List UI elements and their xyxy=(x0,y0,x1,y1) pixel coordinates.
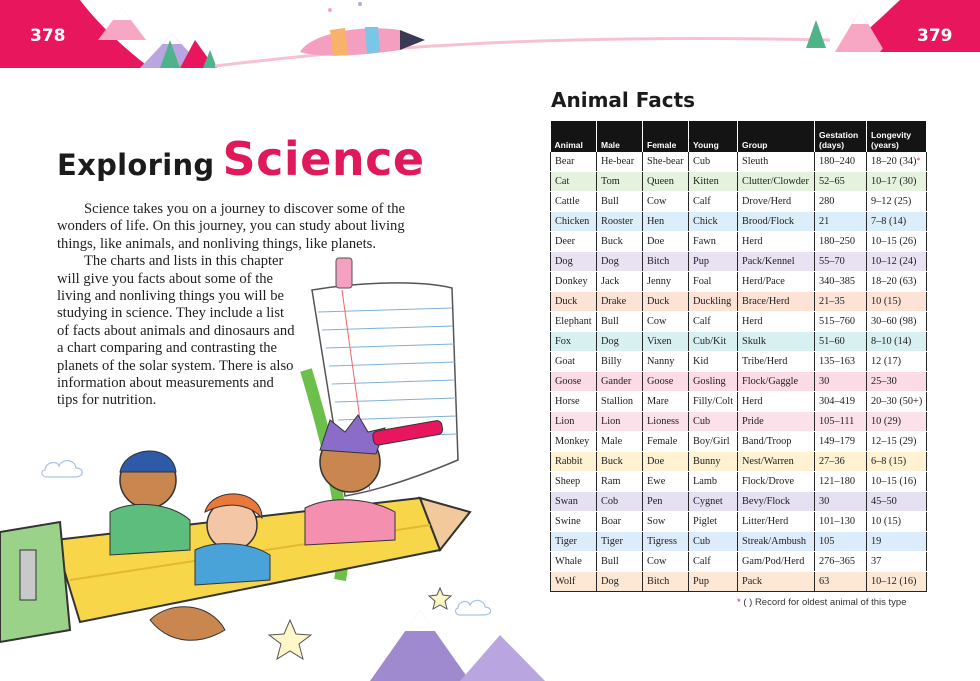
table-cell: Buck xyxy=(597,452,643,472)
table-cell: Jenny xyxy=(643,272,689,292)
table-cell: 6–8 (15) xyxy=(867,452,927,472)
table-row xyxy=(551,552,927,572)
header-animal: Animal xyxy=(551,121,597,152)
table-cell: Clutter/Clowder xyxy=(738,172,815,192)
table-cell: 280 xyxy=(815,192,867,212)
table-cell: 276–365 xyxy=(815,552,867,572)
table-cell: 9–12 (25) xyxy=(867,192,927,212)
page-number-left: 378 xyxy=(30,26,66,46)
table-cell: 27–36 xyxy=(815,452,867,472)
table-cell: Tiger xyxy=(551,532,597,552)
table-cell: Mare xyxy=(643,392,689,412)
table-cell: Tiger xyxy=(597,532,643,552)
table-cell: Cub/Kit xyxy=(689,332,738,352)
table-cell: Cow xyxy=(643,192,689,212)
table-cell: Brood/Flock xyxy=(738,212,815,232)
animal-facts-table xyxy=(550,121,927,592)
table-cell: Queen xyxy=(643,172,689,192)
table-cell: Piglet xyxy=(689,512,738,532)
table-cell: Goat xyxy=(551,352,597,372)
table-cell: Donkey xyxy=(551,272,597,292)
table-cell: 304–419 xyxy=(815,392,867,412)
table-cell: 12 (17) xyxy=(867,352,927,372)
table-cell: Chick xyxy=(689,212,738,232)
table-cell: Wolf xyxy=(551,572,597,592)
table-cell: Billy xyxy=(597,352,643,372)
table-cell: Horse xyxy=(551,392,597,412)
table-cell: 121–180 xyxy=(815,472,867,492)
table-cell: 45–50 xyxy=(867,492,927,512)
table-cell: Cow xyxy=(643,552,689,572)
table-row xyxy=(551,532,927,552)
table-cell: Monkey xyxy=(551,432,597,452)
table-cell: Rabbit xyxy=(551,452,597,472)
table-row xyxy=(551,212,927,232)
table-cell: 12–15 (29) xyxy=(867,432,927,452)
table-cell: Herd/Pace xyxy=(738,272,815,292)
table-cell: Bull xyxy=(597,312,643,332)
header-female: Female xyxy=(643,121,689,152)
intro-paragraph-2: The charts and lists in this chapter will give you facts about some of the living and nonliving things you will be studying in science. They include a list of facts about animals and dinosaurs and a chart comparing and contrasting the planets of the solar system. There is also information about measurements and tips for nutrition. xyxy=(57,253,295,409)
table-cell: Nest/Warren xyxy=(738,452,815,472)
table-cell: 21–35 xyxy=(815,292,867,312)
table-cell: 101–130 xyxy=(815,512,867,532)
table-cell: Pride xyxy=(738,412,815,432)
table-cell: Deer xyxy=(551,232,597,252)
animal-facts-title: Animal Facts xyxy=(551,88,696,112)
table-cell: Swine xyxy=(551,512,597,532)
table-cell: 8–10 (14) xyxy=(867,332,927,352)
table-cell: Jack xyxy=(597,272,643,292)
table-row xyxy=(551,572,927,592)
table-cell: Lion xyxy=(597,412,643,432)
table-cell: 10 (15) xyxy=(867,292,927,312)
table-row xyxy=(551,312,927,332)
table-cell: He-bear xyxy=(597,152,643,172)
table-header-row xyxy=(551,121,927,152)
chapter-title-part2: Science xyxy=(222,132,425,186)
table-row xyxy=(551,172,927,192)
table-cell: 149–179 xyxy=(815,432,867,452)
table-cell: Bitch xyxy=(643,252,689,272)
table-cell: 105 xyxy=(815,532,867,552)
table-cell: 180–250 xyxy=(815,232,867,252)
table-cell: Cat xyxy=(551,172,597,192)
header-longevity: Longevity (years) xyxy=(867,121,927,152)
table-row xyxy=(551,492,927,512)
table-cell: Nanny xyxy=(643,352,689,372)
table-cell: Chicken xyxy=(551,212,597,232)
table-cell: Pup xyxy=(689,572,738,592)
table-cell: 105–111 xyxy=(815,412,867,432)
table-cell: Male xyxy=(597,432,643,452)
table-cell: 10–17 (30) xyxy=(867,172,927,192)
table-cell: Lion xyxy=(551,412,597,432)
table-cell: Fox xyxy=(551,332,597,352)
table-row xyxy=(551,152,927,172)
table-cell: Buck xyxy=(597,232,643,252)
table-cell: Calf xyxy=(689,552,738,572)
table-cell: Cob xyxy=(597,492,643,512)
table-cell: 21 xyxy=(815,212,867,232)
footnote-text: ( ) Record for oldest animal of this type xyxy=(743,597,907,608)
table-cell: Sow xyxy=(643,512,689,532)
table-cell: Whale xyxy=(551,552,597,572)
table-row xyxy=(551,232,927,252)
table-cell: 55–70 xyxy=(815,252,867,272)
table-cell: Herd xyxy=(738,232,815,252)
table-row xyxy=(551,432,927,452)
table-cell: 30–60 (98) xyxy=(867,312,927,332)
table-cell: Duck xyxy=(551,292,597,312)
table-cell: Dog xyxy=(551,252,597,272)
table-cell: Drove/Herd xyxy=(738,192,815,212)
table-row xyxy=(551,452,927,472)
table-cell: Herd xyxy=(738,312,815,332)
table-cell: 30 xyxy=(815,372,867,392)
table-cell: Sleuth xyxy=(738,152,815,172)
table-cell: Dog xyxy=(597,572,643,592)
table-cell: 515–760 xyxy=(815,312,867,332)
table-cell: Sheep xyxy=(551,472,597,492)
intro-paragraph-1: Science takes you on a journey to discover some of the wonders of life. On this journey, you can study about living things, like animals, and nonliving things, like planets. xyxy=(57,201,405,252)
table-cell: 7–8 (14) xyxy=(867,212,927,232)
table-cell: Tom xyxy=(597,172,643,192)
table-cell: Bevy/Flock xyxy=(738,492,815,512)
table-cell: Goose xyxy=(551,372,597,392)
table-cell: Bull xyxy=(597,552,643,572)
table-cell: 30 xyxy=(815,492,867,512)
table-cell: Dog xyxy=(597,252,643,272)
table-cell: Vixen xyxy=(643,332,689,352)
table-row xyxy=(551,372,927,392)
table-cell: Band/Troop xyxy=(738,432,815,452)
table-cell: Doe xyxy=(643,452,689,472)
table-cell: Bunny xyxy=(689,452,738,472)
record-asterisk: * xyxy=(916,156,921,165)
table-row xyxy=(551,272,927,292)
table-cell: Pack xyxy=(738,572,815,592)
table-cell: Streak/Ambush xyxy=(738,532,815,552)
header-male: Male xyxy=(597,121,643,152)
table-cell: 10–15 (26) xyxy=(867,232,927,252)
table-cell: Lioness xyxy=(643,412,689,432)
footnote xyxy=(737,597,907,608)
table-cell: 10–15 (16) xyxy=(867,472,927,492)
footnote-marker: * xyxy=(737,597,741,608)
header-group: Group xyxy=(738,121,815,152)
table-cell: 63 xyxy=(815,572,867,592)
table-cell: 37 xyxy=(867,552,927,572)
table-cell: Elephant xyxy=(551,312,597,332)
table-cell: Gander xyxy=(597,372,643,392)
table-cell: Lamb xyxy=(689,472,738,492)
table-row xyxy=(551,352,927,372)
table-cell: Stallion xyxy=(597,392,643,412)
header-decoration xyxy=(0,0,980,90)
table-row xyxy=(551,472,927,492)
table-cell: 340–385 xyxy=(815,272,867,292)
table-cell: Ewe xyxy=(643,472,689,492)
table-row xyxy=(551,292,927,312)
table-cell: 180–240 xyxy=(815,152,867,172)
table-cell: 51–60 xyxy=(815,332,867,352)
table-cell: Kitten xyxy=(689,172,738,192)
table-row xyxy=(551,192,927,212)
table-cell: Bear xyxy=(551,152,597,172)
table-cell: Herd xyxy=(738,392,815,412)
table-cell: Cow xyxy=(643,312,689,332)
table-cell: Bull xyxy=(597,192,643,212)
table-cell: Gam/Pod/Herd xyxy=(738,552,815,572)
table-cell: 18–20 (34)* xyxy=(867,152,927,172)
table-cell: Flock/Drove xyxy=(738,472,815,492)
header-banner xyxy=(0,0,980,90)
table-cell: Swan xyxy=(551,492,597,512)
table-body xyxy=(551,152,927,592)
table-row xyxy=(551,512,927,532)
table-cell: 135–163 xyxy=(815,352,867,372)
table-cell: Hen xyxy=(643,212,689,232)
table-cell: Cub xyxy=(689,532,738,552)
table-cell: She-bear xyxy=(643,152,689,172)
table-cell: Duckling xyxy=(689,292,738,312)
table-cell: 10–12 (16) xyxy=(867,572,927,592)
kids-on-pencil-illustration xyxy=(0,250,560,681)
table-cell: 18–20 (63) xyxy=(867,272,927,292)
table-cell: Flock/Gaggle xyxy=(738,372,815,392)
table-cell: Boar xyxy=(597,512,643,532)
table-cell: Skulk xyxy=(738,332,815,352)
table-cell: Ram xyxy=(597,472,643,492)
header-gestation: Gestation (days) xyxy=(815,121,867,152)
chapter-title xyxy=(57,132,425,186)
table-cell: Duck xyxy=(643,292,689,312)
table-cell: 10 (29) xyxy=(867,412,927,432)
table-cell: Pup xyxy=(689,252,738,272)
table-cell: 52–65 xyxy=(815,172,867,192)
table-cell: Calf xyxy=(689,192,738,212)
table-cell: Doe xyxy=(643,232,689,252)
table-cell: Cub xyxy=(689,412,738,432)
table-cell: Pen xyxy=(643,492,689,512)
table-cell: Rooster xyxy=(597,212,643,232)
page-number-right: 379 xyxy=(917,26,953,46)
table-cell: Foal xyxy=(689,272,738,292)
table-cell: Cub xyxy=(689,152,738,172)
table-cell: 25–30 xyxy=(867,372,927,392)
chapter-title-part1: Exploring xyxy=(57,148,215,182)
table-cell: Cygnet xyxy=(689,492,738,512)
table-cell: 20–30 (50+) xyxy=(867,392,927,412)
table-cell: 19 xyxy=(867,532,927,552)
header-young: Young xyxy=(689,121,738,152)
table-cell: Fawn xyxy=(689,232,738,252)
table-cell: Goose xyxy=(643,372,689,392)
table-row xyxy=(551,392,927,412)
table-row xyxy=(551,332,927,352)
table-cell: Cattle xyxy=(551,192,597,212)
table-cell: Boy/Girl xyxy=(689,432,738,452)
table-cell: Bitch xyxy=(643,572,689,592)
table-cell: Dog xyxy=(597,332,643,352)
table-row xyxy=(551,412,927,432)
table-cell: Filly/Colt xyxy=(689,392,738,412)
table-cell: Female xyxy=(643,432,689,452)
table-cell: 10 (15) xyxy=(867,512,927,532)
table-cell: Drake xyxy=(597,292,643,312)
table-cell: Calf xyxy=(689,312,738,332)
table-cell: Tigress xyxy=(643,532,689,552)
table-cell: Kid xyxy=(689,352,738,372)
table-cell: Pack/Kennel xyxy=(738,252,815,272)
table-cell: Tribe/Herd xyxy=(738,352,815,372)
table-cell: 10–12 (24) xyxy=(867,252,927,272)
table-cell: Gosling xyxy=(689,372,738,392)
table-row xyxy=(551,252,927,272)
table-cell: Litter/Herd xyxy=(738,512,815,532)
table-cell: Brace/Herd xyxy=(738,292,815,312)
